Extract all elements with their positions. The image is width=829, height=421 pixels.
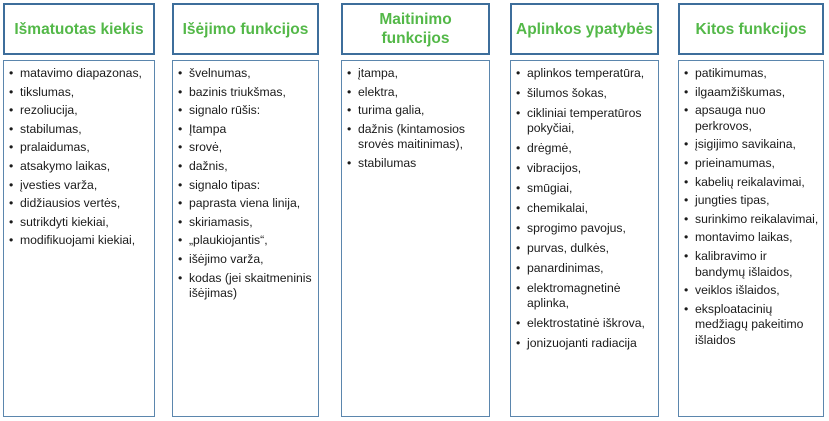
list-item: • dažnis (kintamosios srovės maitinimas), (346, 122, 485, 153)
column-header: Kitos funkcijos (678, 3, 824, 55)
column-environmental-properties (510, 3, 659, 417)
column-body (172, 60, 319, 417)
column-header: Išmatuotas kiekis (3, 3, 155, 55)
column-other-functions (678, 3, 824, 417)
list-item: • didžiausios vertės, (8, 196, 150, 212)
list-item: • įtampa, (346, 66, 485, 82)
list-item: • Įtampa (177, 122, 314, 138)
list-item: • švelnumas, (177, 66, 314, 82)
list-item: • elektrostatinė iškrova, (515, 316, 654, 332)
list-item: • tikslumas, (8, 85, 150, 101)
list-item: • panardinimas, (515, 261, 654, 277)
list-item: • stabilumas (346, 156, 485, 172)
list-item: • šilumos šokas, (515, 86, 654, 102)
list-item: • įsigijimo savikaina, (683, 137, 819, 153)
list-item: • kodas (jei skaitmeninis išėjimas) (177, 271, 314, 302)
list-item: • aplinkos temperatūra, (515, 66, 654, 82)
list-item: • eksploatacinių medžiagų pakeitimo išlaidos (683, 302, 819, 349)
column-header: Išėjimo funkcijos (172, 3, 319, 55)
list-item: • ilgaamžiškumas, (683, 85, 819, 101)
list-item: • purvas, dulkės, (515, 241, 654, 257)
list-item: • montavimo laikas, (683, 230, 819, 246)
list-item: • skiriamasis, (177, 215, 314, 231)
column-body (678, 60, 824, 417)
list-item: • srovė, (177, 140, 314, 156)
list-item: • surinkimo reikalavimai, (683, 212, 819, 228)
column-body (510, 60, 659, 417)
list-item: • veiklos išlaidos, (683, 283, 819, 299)
list-item: • rezoliucija, (8, 103, 150, 119)
list-item: • įvesties varža, (8, 178, 150, 194)
list-item: • kabelių reikalavimai, (683, 175, 819, 191)
column-measured-quantity (3, 3, 155, 417)
list-item: • signalo rūšis: (177, 103, 314, 119)
list-item: • chemikalai, (515, 201, 654, 217)
list-item: • bazinis triukšmas, (177, 85, 314, 101)
list-item: • jonizuojanti radiacija (515, 336, 654, 352)
list-item: • sprogimo pavojus, (515, 221, 654, 237)
list-item: • sutrikdyti kiekiai, (8, 215, 150, 231)
column-header: Aplinkos ypatybės (510, 3, 659, 55)
item-list (8, 66, 150, 249)
column-output-functions (172, 3, 319, 417)
list-item: • elektromagnetinė aplinka, (515, 281, 654, 312)
item-list (346, 66, 485, 172)
list-item: • patikimumas, (683, 66, 819, 82)
list-item: • paprasta viena linija, (177, 196, 314, 212)
column-body (3, 60, 155, 417)
item-list (683, 66, 819, 349)
list-item: • dažnis, (177, 159, 314, 175)
list-item: • cikliniai temperatūros pokyčiai, (515, 106, 654, 137)
list-item: • matavimo diapazonas, (8, 66, 150, 82)
list-item: • atsakymo laikas, (8, 159, 150, 175)
column-body (341, 60, 490, 417)
list-item: • išėjimo varža, (177, 252, 314, 268)
list-item: • apsauga nuo perkrovos, (683, 103, 819, 134)
list-item: • vibracijos, (515, 161, 654, 177)
item-list (177, 66, 314, 302)
column-header: Maitinimo funkcijos (341, 3, 490, 55)
list-item: • elektra, (346, 85, 485, 101)
list-item: • turima galia, (346, 103, 485, 119)
list-item: • smūgiai, (515, 181, 654, 197)
list-item: • jungties tipas, (683, 193, 819, 209)
list-item: • stabilumas, (8, 122, 150, 138)
item-list (515, 66, 654, 351)
list-item: • prieinamumas, (683, 156, 819, 172)
list-item: • signalo tipas: (177, 178, 314, 194)
list-item: • „plaukiojantis“, (177, 233, 314, 249)
list-item: • kalibravimo ir bandymų išlaidos, (683, 249, 819, 280)
list-item: • pralaidumas, (8, 140, 150, 156)
list-item: • modifikuojami kiekiai, (8, 233, 150, 249)
column-power-functions (341, 3, 490, 417)
list-item: • drėgmė, (515, 141, 654, 157)
